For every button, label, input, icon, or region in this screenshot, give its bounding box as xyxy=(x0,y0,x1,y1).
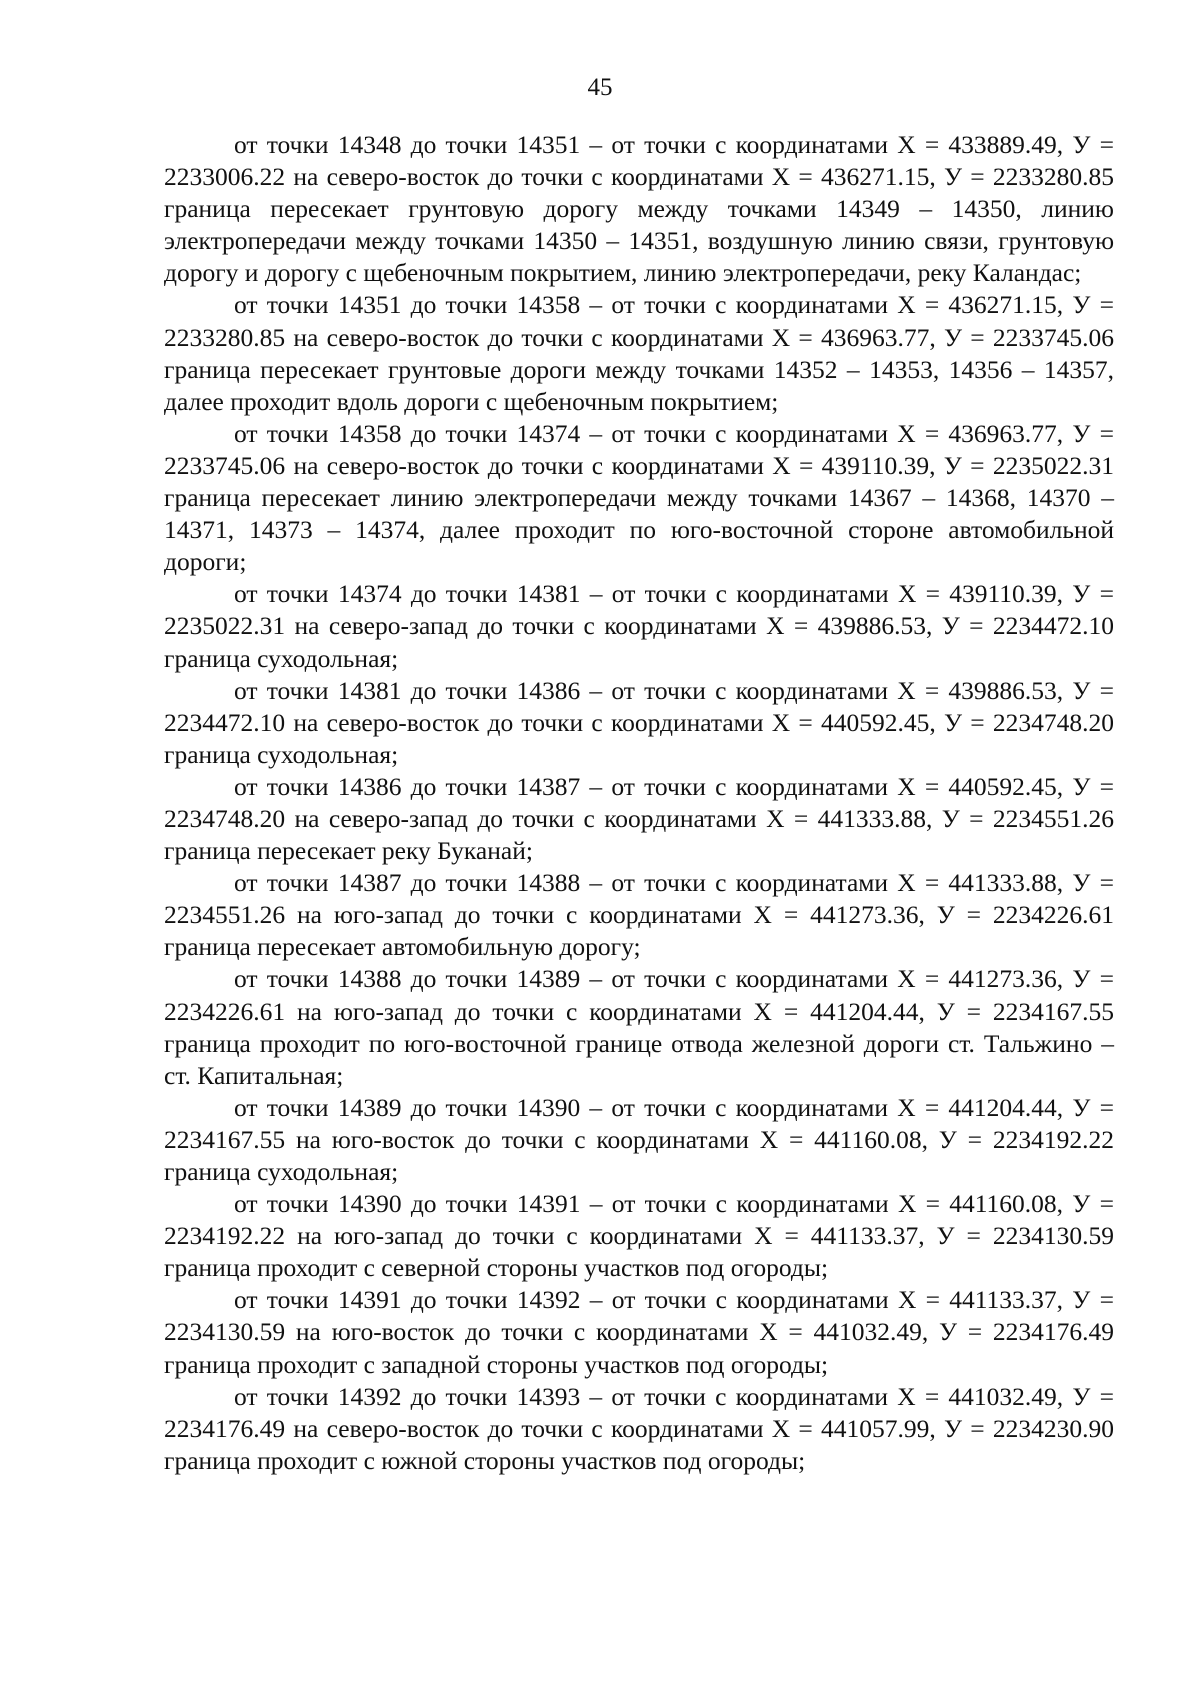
paragraph: от точки 14374 до точки 14381 – от точки с координатами Х = 439110.39, У = 2235022.31 на северо-запад до точки с координатами Х = 439886.53, У = 2234472.10 граница суходольная; xyxy=(164,579,1114,673)
paragraph: от точки 14381 до точки 14386 – от точки с координатами Х = 439886.53, У = 2234472.10 на северо-восток до точки с координатами Х = 440592.45, У = 2234748.20 граница суходольная; xyxy=(164,675,1114,769)
paragraph: от точки 14390 до точки 14391 – от точки с координатами Х = 441160.08, У = 2234192.22 на юго-запад до точки с координатами Х = 441133.37, У = 2234130.59 граница проходит с северной стороны участков под огороды; xyxy=(164,1189,1114,1283)
paragraph: от точки 14391 до точки 14392 – от точки с координатами Х = 441133.37, У = 2234130.59 на юго-восток до точки с координатами Х = 441032.49, У = 2234176.49 граница проходит с западной стороны участков под огороды; xyxy=(164,1285,1114,1379)
page-number: 45 xyxy=(587,74,613,101)
paragraph: от точки 14358 до точки 14374 – от точки с координатами Х = 436963.77, У = 2233745.06 на северо-восток до точки с координатами Х = 439110.39, У = 2235022.31 граница пересекает линию электропередачи между точками 14367 – 14368, 14370 – 14371, 14373 – 14374, далее проходит по юго-восточной стороне автомобильной дороги; xyxy=(164,418,1114,577)
paragraph: от точки 14388 до точки 14389 – от точки с координатами Х = 441273.36, У = 2234226.61 на юго-запад до точки с координатами Х = 441204.44, У = 2234167.55 граница проходит по юго-восточной границе отвода железной дороги ст. Тальжино – ст. Капитальная; xyxy=(164,964,1114,1090)
paragraph: от точки 14389 до точки 14390 – от точки с координатами Х = 441204.44, У = 2234167.55 на юго-восток до точки с координатами Х = 441160.08, У = 2234192.22 граница суходольная; xyxy=(164,1092,1114,1186)
document-body xyxy=(164,129,1114,1477)
paragraph: от точки 14392 до точки 14393 – от точки с координатами Х = 441032.49, У = 2234176.49 на северо-восток до точки с координатами Х = 441057.99, У = 2234230.90 граница проходит с южной стороны участков под огороды; xyxy=(164,1381,1114,1475)
paragraph: от точки 14351 до точки 14358 – от точки с координатами Х = 436271.15, У = 2233280.85 на северо-восток до точки с координатами Х = 436963.77, У = 2233745.06 граница пересекает грунтовые дороги между точками 14352 – 14353, 14356 – 14357, далее проходит вдоль дороги с щебеночным покрытием; xyxy=(164,290,1114,416)
paragraph: от точки 14348 до точки 14351 – от точки с координатами Х = 433889.49, У = 2233006.22 на северо-восток до точки с координатами Х = 436271.15, У = 2233280.85 граница пересекает грунтовую дорогу между точками 14349 – 14350, линию электропередачи между точками 14350 – 14351, воздушную линию связи, грунтовую дорогу и дорогу с щебеночным покрытием, линию электропередачи, реку Каландас; xyxy=(164,130,1114,288)
paragraph: от точки 14387 до точки 14388 – от точки с координатами Х = 441333.88, У = 2234551.26 на юго-запад до точки с координатами Х = 441273.36, У = 2234226.61 граница пересекает автомобильную дорогу; xyxy=(164,868,1114,962)
paragraph: от точки 14386 до точки 14387 – от точки с координатами Х = 440592.45, У = 2234748.20 на северо-запад до точки с координатами Х = 441333.88, У = 2234551.26 граница пересекает реку Буканай; xyxy=(164,771,1114,866)
